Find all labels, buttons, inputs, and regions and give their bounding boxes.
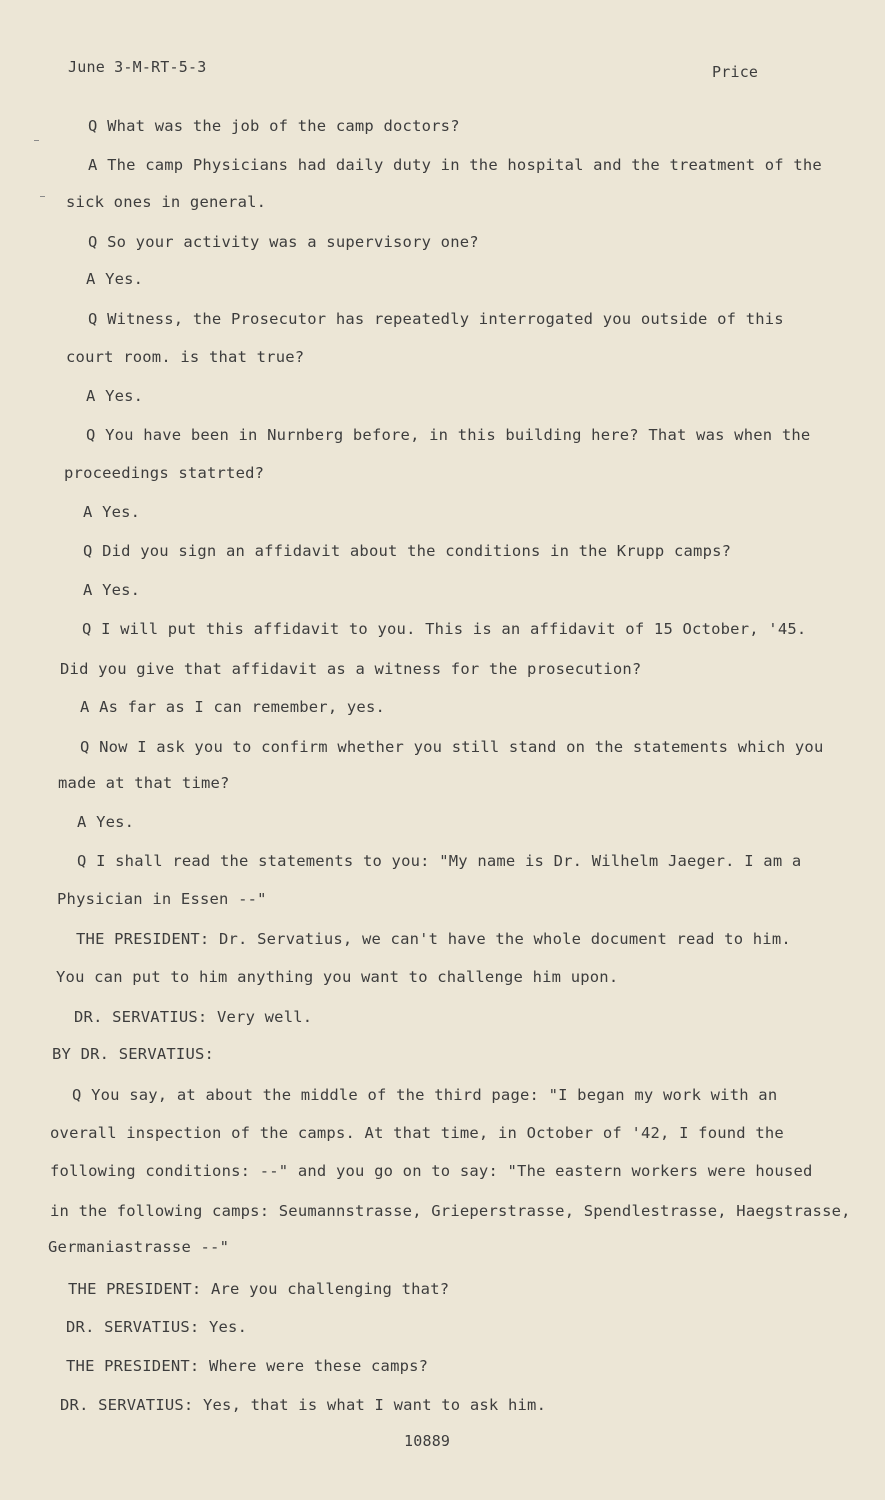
header-speaker: Price — [712, 63, 759, 81]
margin-tick — [40, 196, 45, 197]
transcript-line: You can put to him anything you want to challenge him upon. — [56, 968, 619, 986]
transcript-line: THE PRESIDENT: Dr. Servatius, we can't have the whole document read to him. — [76, 930, 791, 948]
transcript-line: court room. is that true? — [66, 348, 305, 366]
margin-tick — [34, 140, 39, 141]
transcript-line: A Yes. — [83, 581, 141, 599]
transcript-line: THE PRESIDENT: Are you challenging that? — [68, 1280, 450, 1298]
transcript-line: proceedings statrted? — [64, 464, 265, 482]
page-number: 10889 — [404, 1432, 451, 1450]
transcript-line: A Yes. — [86, 270, 144, 288]
transcript-line: Q Did you sign an affidavit about the conditions in the Krupp camps? — [83, 542, 732, 560]
transcript-line: Q Witness, the Prosecutor has repeatedly interrogated you outside of this — [88, 310, 784, 328]
transcript-line: following conditions: --" and you go on to say: "The eastern workers were housed — [50, 1162, 813, 1180]
transcript-line: Physician in Essen --" — [57, 890, 267, 908]
transcript-line: BY DR. SERVATIUS: — [52, 1045, 215, 1063]
transcript-line: Did you give that affidavit as a witness for the prosecution? — [60, 660, 642, 678]
transcript-line: Germaniastrasse --" — [48, 1238, 230, 1256]
transcript-line: A As far as I can remember, yes. — [80, 698, 386, 716]
transcript-line: Q I will put this affidavit to you. This is an affidavit of 15 October, '45. — [82, 620, 807, 638]
transcript-line: Q You say, at about the middle of the third page: "I began my work with an — [72, 1086, 778, 1104]
transcript-line: Q I shall read the statements to you: "My name is Dr. Wilhelm Jaeger. I am a — [77, 852, 802, 870]
header-reference: June 3-M-RT-5-3 — [68, 58, 207, 76]
transcript-line: DR. SERVATIUS: Yes. — [66, 1318, 248, 1336]
transcript-line: DR. SERVATIUS: Very well. — [74, 1008, 313, 1026]
transcript-line: made at that time? — [58, 774, 230, 792]
transcript-line: A The camp Physicians had daily duty in the hospital and the treatment of the — [88, 156, 822, 174]
transcript-line: Q Now I ask you to confirm whether you still stand on the statements which you — [80, 738, 824, 756]
transcript-line: DR. SERVATIUS: Yes, that is what I want to ask him. — [60, 1396, 547, 1414]
transcript-line: Q You have been in Nurnberg before, in this building here? That was when the — [86, 426, 811, 444]
transcript-line: THE PRESIDENT: Where were these camps? — [66, 1357, 429, 1375]
transcript-line: A Yes. — [86, 387, 144, 405]
transcript-line: sick ones in general. — [66, 193, 267, 211]
transcript-line: Q What was the job of the camp doctors? — [88, 117, 460, 135]
transcript-line: A Yes. — [77, 813, 135, 831]
transcript-line: Q So your activity was a supervisory one? — [88, 233, 479, 251]
transcript-line: overall inspection of the camps. At that time, in October of '42, I found the — [50, 1124, 784, 1142]
transcript-line: A Yes. — [83, 503, 141, 521]
transcript-line: in the following camps: Seumannstrasse, Grieperstrasse, Spendlestrasse, Haegstrasse, — [50, 1202, 851, 1220]
